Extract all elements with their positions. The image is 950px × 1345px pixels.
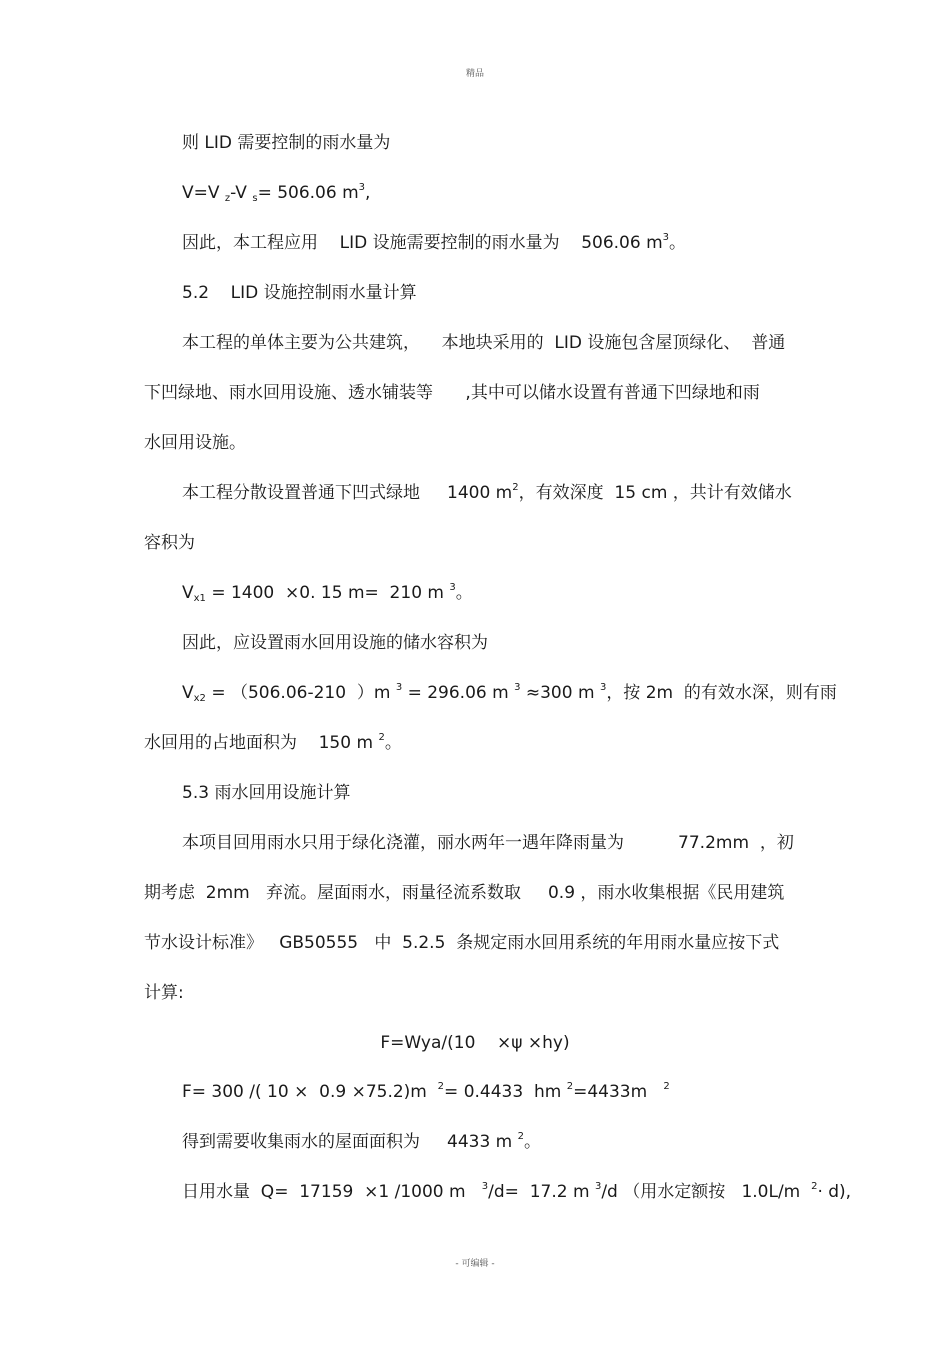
paragraph-line	[182, 1181, 851, 1203]
text: 得到需要收集雨水的屋面面积为 4433 m	[182, 1132, 518, 1152]
text: 计算:	[144, 983, 184, 1003]
superscript: 3	[662, 232, 670, 243]
text: V	[182, 583, 194, 603]
page-header: 精品	[465, 69, 484, 79]
text: -V	[230, 183, 253, 203]
text: 。	[669, 233, 687, 253]
equation-line	[182, 682, 837, 704]
subscript: z	[224, 193, 231, 204]
paragraph-line	[144, 432, 246, 454]
superscript: 3	[395, 682, 403, 693]
superscript: 3	[514, 682, 521, 693]
paragraph-line	[182, 482, 792, 504]
text: 日用水量 Q= 17159 ×1 /1000 m	[182, 1182, 482, 1202]
paragraph-line	[144, 382, 760, 404]
paragraph-line	[182, 1131, 541, 1153]
text: /d （用水定额按 1.0L/m	[601, 1182, 812, 1202]
text: 5.3 雨水回用设施计算	[182, 783, 351, 803]
superscript: 2	[566, 1081, 574, 1092]
superscript: 3	[594, 1181, 602, 1192]
equation-line	[182, 182, 370, 204]
paragraph-line	[144, 882, 784, 904]
superscript: 2	[811, 1181, 818, 1192]
text: 。	[524, 1132, 542, 1152]
text: 则 LID 需要控制的雨水量为	[182, 133, 391, 153]
paragraph-line	[182, 232, 686, 254]
text: · d),	[817, 1182, 852, 1202]
section-heading	[182, 282, 417, 304]
text: =4433m	[573, 1082, 664, 1102]
text: 因此，本工程应用 LID 设施需要控制的雨水量为 506.06 m	[182, 233, 663, 253]
paragraph-line	[182, 332, 785, 354]
text: 本工程的单体主要为公共建筑， 本地块采用的 LID 设施包含屋顶绿化、 普通	[182, 333, 786, 353]
superscript: 3	[481, 1181, 489, 1192]
text: F= 300 /( 10 × 0.9 ×75.2)m	[182, 1082, 438, 1102]
text: ≈300 m	[520, 683, 600, 703]
superscript: 2	[663, 1081, 670, 1092]
text: 5.2 LID 设施控制雨水量计算	[182, 283, 417, 303]
text: 期考虑 2mm 弃流。屋面雨水，雨量径流系数取 0.9 ，雨水收集根据《民用建筑	[144, 883, 785, 903]
equation-line	[182, 582, 473, 604]
formula	[0, 1032, 950, 1054]
text: 节水设计标准》 GB50555 中 5.2.5 条规定雨水回用系统的年用雨水量应按下式	[144, 933, 780, 953]
text: 水回用的占地面积为 150 m	[144, 733, 379, 753]
text: 本项目回用雨水只用于绿化浇灌，丽水两年一遇年降雨量为 77.2mm ，初	[182, 833, 794, 853]
superscript: 2	[517, 1131, 525, 1142]
text: 本工程分散设置普通下凹式绿地 1400 m	[182, 483, 513, 503]
paragraph-line	[144, 532, 195, 554]
text: V	[182, 683, 194, 703]
text: V=V	[182, 183, 225, 203]
text: 。	[384, 733, 402, 753]
superscript: 2	[512, 482, 519, 493]
text: ，按 2m 的有效水深，则有雨	[606, 683, 837, 703]
superscript: 2	[378, 732, 385, 743]
text: = （506.06-210 ）m	[205, 683, 396, 703]
text: 因此，应设置雨水回用设施的储水容积为	[182, 633, 488, 653]
superscript: 3	[358, 182, 366, 193]
paragraph-line	[182, 632, 488, 654]
superscript: 3	[599, 682, 607, 693]
text: = 296.06 m	[402, 683, 515, 703]
text: = 1400 ×0. 15 m= 210 m	[205, 583, 450, 603]
text: 。	[455, 583, 473, 603]
section-heading	[182, 782, 350, 804]
equation-line	[182, 1081, 670, 1103]
paragraph-line	[144, 732, 402, 754]
superscript: 2	[437, 1081, 445, 1092]
subscript: x1	[193, 593, 206, 604]
paragraph-line	[182, 132, 390, 154]
subscript: x2	[193, 693, 206, 704]
paragraph-line	[182, 832, 794, 854]
text: 下凹绿地、雨水回用设施、透水铺装等 ,其中可以储水设置有普通下凹绿地和雨	[144, 383, 760, 403]
text: F=Wya/(10 ×ψ ×hy)	[380, 1033, 570, 1053]
text: ,	[365, 183, 371, 203]
text: ，有效深度 15 cm ，共计有效储水	[518, 483, 792, 503]
text: 水回用设施。	[144, 433, 246, 453]
paragraph-line	[144, 982, 184, 1004]
superscript: 3	[449, 582, 456, 593]
paragraph-line	[144, 932, 779, 954]
subscript: s	[252, 193, 258, 204]
text: = 0.4433 hm	[444, 1082, 567, 1102]
text: 容积为	[144, 533, 195, 553]
text: /d= 17.2 m	[488, 1182, 595, 1202]
text: = 506.06 m	[257, 183, 359, 203]
page-footer: - 可编辑 -	[455, 1259, 495, 1269]
